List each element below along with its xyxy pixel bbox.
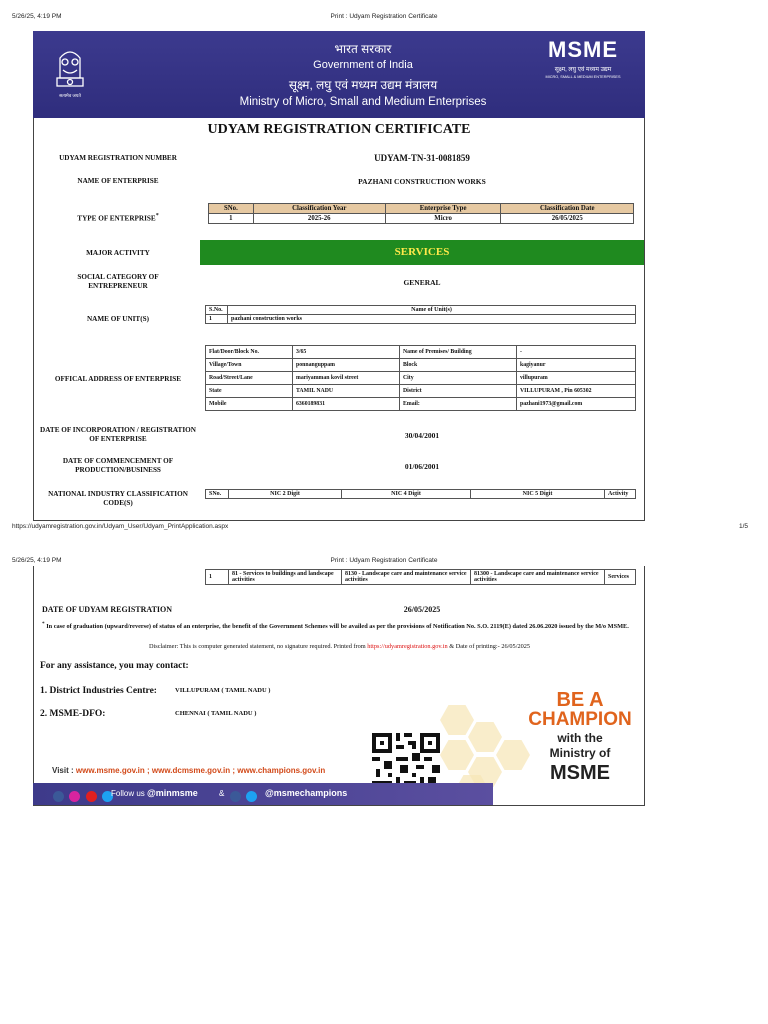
address-cell: District <box>400 385 517 398</box>
nic-label: NATIONAL INDUSTRY CLASSIFICATION CODE(S) <box>48 490 188 507</box>
facebook-icon[interactable] <box>230 791 241 802</box>
gov-banner <box>33 31 645 118</box>
nic-row-table <box>205 569 636 585</box>
address-cell: Email: <box>400 398 517 411</box>
table-row <box>206 570 636 585</box>
address-row <box>206 359 636 372</box>
page-number: 1/5 <box>738 523 748 530</box>
udyam-date-label: DATE OF UDYAM REGISTRATION <box>42 605 173 614</box>
social-icons-group-2 <box>230 788 258 806</box>
handle-minmsme[interactable]: @minmsme <box>147 788 198 798</box>
assistance-heading: For any assistance, you may contact: <box>40 661 189 671</box>
address-cell: 3/65 <box>293 346 400 359</box>
incorporation-value: 30/04/2001 <box>404 431 440 440</box>
champion-line-2: CHAMPION <box>528 709 632 730</box>
commencement-label: DATE OF COMMENCEMENT OF PRODUCTION/BUSINESS <box>62 457 174 474</box>
class-header-type: Enterprise Type <box>385 204 501 214</box>
emblem-caption: सत्यमेव जयते <box>59 93 81 98</box>
champion-line-1: BE A <box>556 689 604 711</box>
reg-number-label: UDYAM REGISTRATION NUMBER <box>59 154 177 162</box>
nic-cell: Services <box>605 570 636 585</box>
address-cell: Name of Premises/ Building <box>400 346 517 359</box>
address-cell: Mobile <box>206 398 293 411</box>
disclaimer <box>42 643 637 650</box>
nic-cell: 8130 - Landscape care and maintenance service activities <box>342 570 471 585</box>
address-cell: Block <box>400 359 517 372</box>
champion-line-4: Ministry of <box>549 746 611 760</box>
print-url: https://udyamregistration.gov.in/Udyam_User/Udyam_PrintApplication.aspx <box>12 523 229 530</box>
note-text: In case of graduation (upward/reverse) of status of an enterprise, the benefit of the Government Schemes will be availed as per the provisions of Notification No. S.O. 2119(E) dated 26.06.2020 issued by the M/o MSME. <box>46 623 629 631</box>
nic-header-cell: NIC 5 Digit <box>471 490 605 499</box>
nic-cell: 1 <box>206 570 229 585</box>
nic-header-table <box>205 489 636 499</box>
address-cell: Road/Street/Lane <box>206 372 293 385</box>
address-cell: mariyamman kovil street <box>293 372 400 385</box>
address-cell: State <box>206 385 293 398</box>
note-star: * <box>42 621 45 627</box>
instagram-icon[interactable] <box>69 791 80 802</box>
disclaimer-text: Disclaimer: This is computer generated statement, no signature required. Printed from <box>148 643 366 650</box>
class-header-date: Classification Date <box>501 204 634 214</box>
social-icons-group <box>53 788 114 806</box>
certificate-title: UDYAM REGISTRATION CERTIFICATE <box>207 122 471 137</box>
hindi-gov-text: भारत सरकार <box>334 42 392 56</box>
champion-line-5: MSME <box>550 762 610 784</box>
dic-label: 1. District Industries Centre: <box>40 686 157 696</box>
enterprise-name-label: NAME OF ENTERPRISE <box>77 177 159 185</box>
social-footer-bar <box>33 783 493 805</box>
units-label: NAME OF UNIT(S) <box>86 315 150 323</box>
units-header-sno: S.No. <box>206 306 228 315</box>
address-cell: kagiyanur <box>517 359 636 372</box>
social-category-value: GENERAL <box>403 278 441 287</box>
nic-cell: 81 - Services to buildings and landscape activities <box>229 570 342 585</box>
enterprise-type-star: * <box>155 213 159 219</box>
ministry-text: Ministry of Micro, Small and Medium Enterprises <box>239 96 487 108</box>
incorporation-label: DATE OF INCORPORATION / REGISTRATION OF ENTERPRISE <box>40 426 196 443</box>
major-activity-label: MAJOR ACTIVITY <box>86 249 150 257</box>
dfo-label: 2. MSME-DFO: <box>40 709 106 719</box>
print-datetime: 5/26/25, 4:19 PM <box>12 13 62 20</box>
visit-links[interactable]: www.msme.gov.in ; www.dcmsme.gov.in ; www.champions.gov.in <box>75 766 326 775</box>
disclaimer-link[interactable]: https://udyamregistration.gov.in <box>367 643 448 650</box>
reg-number-value: UDYAM-TN-31-0081859 <box>374 153 470 163</box>
address-cell: Village/Town <box>206 359 293 372</box>
nic-cell: 81300 - Landscape care and maintenance service activities <box>471 570 605 585</box>
disclaimer-date: & Date of printing:- 26/05/2025 <box>449 643 531 650</box>
units-cell-name: pazhani construction works <box>228 315 636 324</box>
address-cell: ponnanguppam <box>293 359 400 372</box>
youtube-icon[interactable] <box>86 791 97 802</box>
nic-header-cell: NIC 4 Digit <box>342 490 471 499</box>
address-cell: - <box>517 346 636 359</box>
class-cell-sno: 1 <box>209 214 254 224</box>
dic-value: VILLUPURAM ( TAMIL NADU ) <box>175 687 271 694</box>
gov-text: Government of India <box>313 59 413 71</box>
address-row <box>206 398 636 411</box>
msme-logo-hindi: सूक्ष्म, लघु एवं मध्यम उद्यम <box>554 67 612 73</box>
champion-line-3: with the <box>557 731 603 745</box>
address-label: OFFICAL ADDRESS OF ENTERPRISE <box>54 375 182 383</box>
address-row <box>206 385 636 398</box>
twitter-icon[interactable] <box>246 791 257 802</box>
class-header-sno: SNo. <box>209 204 254 214</box>
visit-label: Visit : <box>52 766 74 775</box>
msme-logo-english: MICRO, SMALL & MEDIUM ENTERPRISES <box>545 75 621 79</box>
commencement-value: 01/06/2001 <box>404 462 440 471</box>
msme-logo: MSME <box>548 37 618 62</box>
social-category-label: SOCIAL CATEGORY OF ENTREPRENEUR <box>77 273 159 290</box>
class-cell-type: Micro <box>385 214 501 224</box>
follow-label: Follow us <box>111 789 145 798</box>
address-cell: Flat/Door/Block No. <box>206 346 293 359</box>
class-cell-year: 2025-26 <box>253 214 385 224</box>
print-datetime-2: 5/26/25, 4:19 PM <box>12 557 62 564</box>
units-cell-sno: 1 <box>206 315 228 324</box>
address-row <box>206 346 636 359</box>
address-cell: TAMIL NADU <box>293 385 400 398</box>
address-cell: villupuram <box>517 372 636 385</box>
class-header-year: Classification Year <box>253 204 385 214</box>
visit-row <box>52 766 325 775</box>
units-table <box>205 305 636 324</box>
enterprise-type-label <box>38 212 198 223</box>
address-cell: City <box>400 372 517 385</box>
udyam-date-value: 26/05/2025 <box>403 605 441 614</box>
enterprise-type-label-text: TYPE OF ENTERPRISE <box>77 214 156 223</box>
handle-msmechampions[interactable]: @msmechampions <box>265 788 348 798</box>
address-cell: pazhani1973@gmail.com <box>517 398 636 411</box>
address-cell: VILLUPURAM , Pin 605302 <box>517 385 636 398</box>
address-row <box>206 372 636 385</box>
nic-header-cell: Activity <box>605 490 636 499</box>
dfo-value: CHENNAI ( TAMIL NADU ) <box>175 710 257 717</box>
address-table <box>205 345 636 411</box>
facebook-icon[interactable] <box>53 791 64 802</box>
print-title-2: Print : Udyam Registration Certificate <box>330 557 438 564</box>
print-title: Print : Udyam Registration Certificate <box>330 13 438 20</box>
handle-amp: & <box>219 789 225 798</box>
enterprise-name-value: PAZHANI CONSTRUCTION WORKS <box>358 177 486 186</box>
class-cell-date: 26/05/2025 <box>501 214 634 224</box>
page-gap <box>0 536 768 554</box>
classification-table <box>208 203 634 224</box>
hindi-ministry-text: सूक्ष्म, लघु एवं मध्यम उद्यम मंत्रालय <box>288 78 438 92</box>
nic-header-cell: NIC 2 Digit <box>229 490 342 499</box>
nic-header-cell: SNo. <box>206 490 229 499</box>
graduation-note <box>42 620 637 631</box>
units-header-name: Name of Unit(s) <box>228 306 636 315</box>
address-cell: 6360189831 <box>293 398 400 411</box>
major-activity-value: SERVICES <box>200 240 644 265</box>
